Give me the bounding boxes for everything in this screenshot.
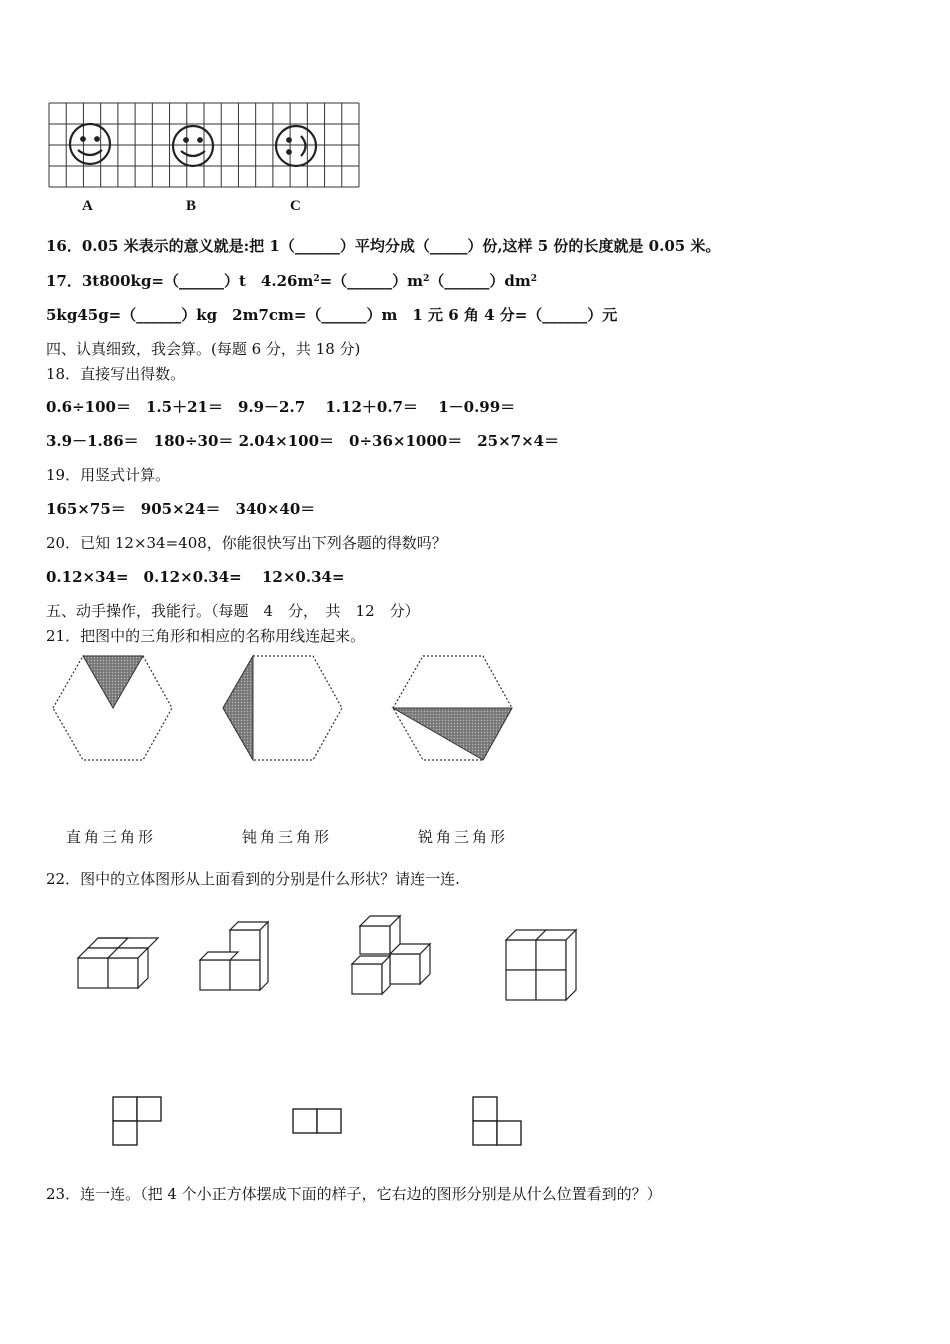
label-right-triangle: 直角三角形	[66, 828, 157, 846]
label-acute-triangle: 锐角三角形	[418, 828, 509, 846]
section-4-heading: 四、认真细致，我会算。(每题 6 分，共 18 分)	[46, 340, 361, 358]
smiley-face-b	[173, 126, 213, 166]
cube-solids-figure	[70, 908, 590, 1008]
hexagon-3	[393, 656, 512, 760]
section-5-heading: 五、动手操作，我能行。（每题 4 分， 共 12 分）	[46, 602, 420, 620]
question-16: 16．0.05 米表示的意义就是:把 1（______）平均分成（_____）份,这样 5 份的长度就是 0.05 米。	[46, 237, 721, 255]
smiley-face-c	[276, 126, 316, 166]
solid-2	[200, 922, 268, 990]
solid-4	[506, 930, 576, 1000]
solid-1	[78, 938, 158, 988]
question-19-row: 165×75＝ 905×24＝ 340×40＝	[46, 500, 316, 518]
question-21-title: 21．把图中的三角形和相应的名称用线连起来。	[46, 627, 366, 645]
face-label-a: A	[82, 198, 93, 214]
question-19-title: 19．用竖式计算。	[46, 466, 171, 484]
top-views-figure	[110, 1094, 530, 1148]
question-20-title: 20．已知 12×34=408，你能很快写出下列各题的得数吗？	[46, 534, 447, 552]
face-label-b: B	[186, 198, 197, 214]
smiley-grid-figure	[48, 102, 362, 190]
question-20-row: 0.12×34= 0.12×0.34= 12×0.34=	[46, 568, 345, 586]
question-18-title: 18．直接写出得数。	[46, 365, 186, 383]
question-17-line2: 5kg45g=（______）kg 2m7cm=（______）m 1 元 6 角 4 分=（______）元	[46, 306, 618, 324]
question-18-row1: 0.6÷100＝ 1.5＋21＝ 9.9－2.7 1.12＋0.7＝ 1－0.99＝	[46, 398, 516, 416]
hexagon-2	[223, 656, 342, 760]
label-obtuse-triangle: 钝角三角形	[242, 828, 333, 846]
top-view-1	[113, 1097, 161, 1145]
solid-3	[352, 916, 430, 994]
question-22-title: 22．图中的立体图形从上面看到的分别是什么形状？请连一连.	[46, 870, 460, 888]
face-label-c: C	[290, 198, 301, 214]
question-18-row2: 3.9－1.86＝ 180÷30＝ 2.04×100＝ 0÷36×1000＝ 25×7×4＝	[46, 432, 560, 450]
question-23-title: 23．连一连。（把 4 个小正方体摆成下面的样子，它右边的图形分别是从什么位置看到的？）	[46, 1185, 662, 1203]
question-17-line1: 17．3t800kg=（______）t $4.26m^2=(\_\_\_\_\_\_)m^2(\_\_\_\_\_\_)dm^2$	[46, 272, 537, 290]
hexagon-1	[53, 656, 172, 760]
smiley-face-a	[70, 124, 110, 164]
top-view-2	[293, 1109, 341, 1133]
top-view-3	[473, 1097, 521, 1145]
hexagon-triangles-figure	[48, 650, 528, 768]
